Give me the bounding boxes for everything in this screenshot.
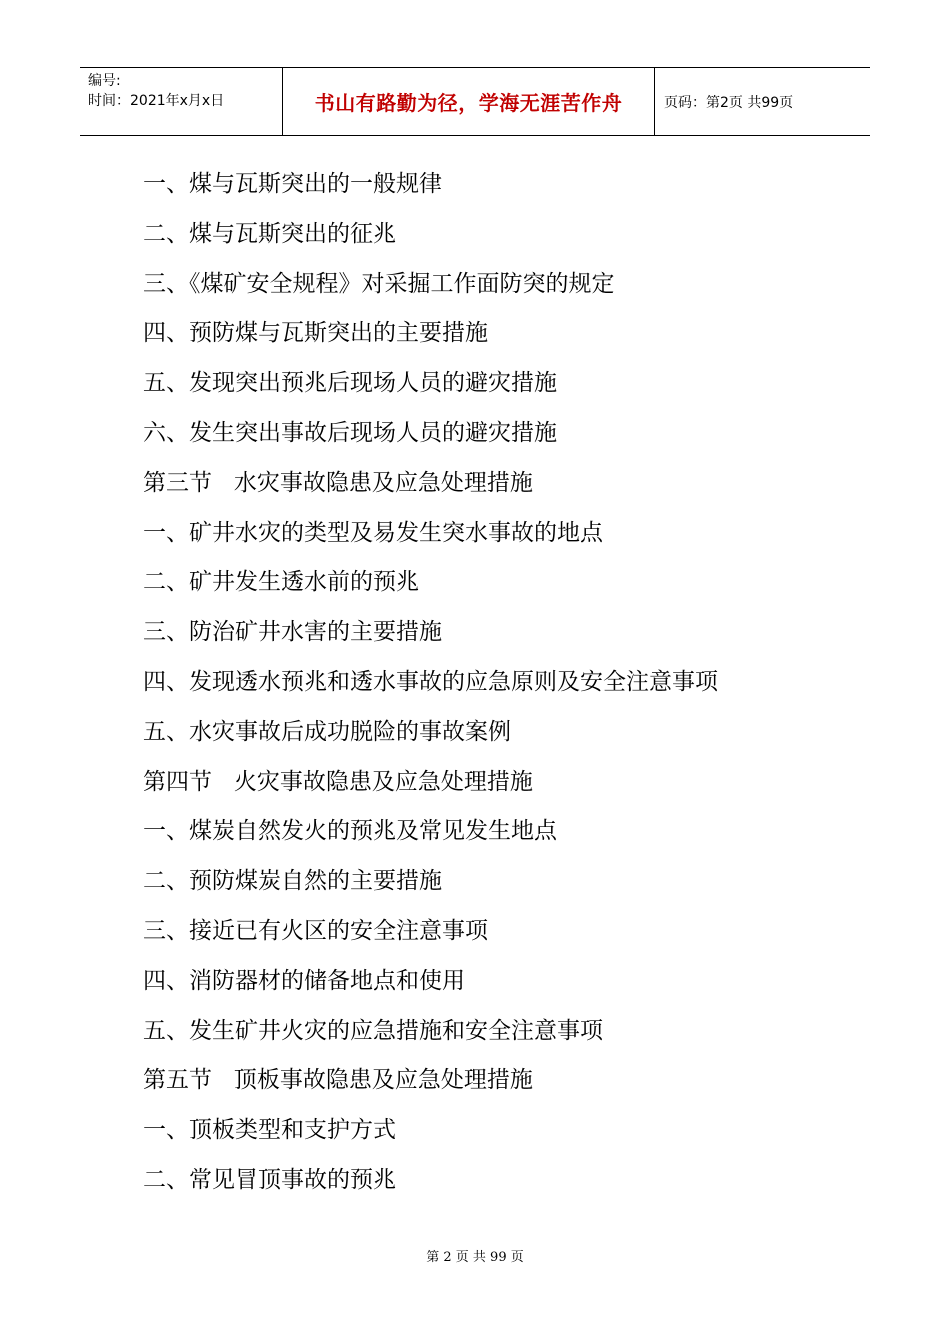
toc-entry: 三、接近已有火区的安全注意事项 xyxy=(143,917,488,944)
document-number-label: 编号: xyxy=(88,73,121,89)
toc-entry: 二、预防煤炭自然的主要措施 xyxy=(143,868,442,895)
document-time-label: 时间：2021年x月x日 xyxy=(88,93,225,109)
toc-entry: 一、矿井水灾的类型及易发生突水事故的地点 xyxy=(143,519,603,546)
toc-entry: 一、煤与瓦斯突出的一般规律 xyxy=(143,171,442,197)
toc-entry: 三、《煤矿安全规程》对采掘工作面防突的规定 xyxy=(143,270,615,297)
toc-entry: 四、预防煤与瓦斯突出的主要措施 xyxy=(143,320,488,347)
toc-entry: 四、发现透水预兆和透水事故的应急原则及安全注意事项 xyxy=(143,668,718,695)
toc-entry: 一、煤炭自然发火的预兆及常见发生地点 xyxy=(143,818,557,845)
header-meta xyxy=(80,68,283,135)
toc-entry: 五、发生矿井火灾的应急措施和安全注意事项 xyxy=(143,1017,603,1044)
toc-section-heading: 第三节 水灾事故隐患及应急处理措施 xyxy=(143,469,533,496)
header-motto-cell xyxy=(283,68,655,135)
page-footer: 第 2 页 共 99 页 xyxy=(426,1250,524,1265)
header-motto: 书山有路勤为径，学海无涯苦作舟 xyxy=(314,91,623,115)
toc-entry: 四、消防器材的储备地点和使用 xyxy=(143,967,465,994)
header-page-info-cell xyxy=(655,68,870,135)
table-of-contents xyxy=(143,160,843,1206)
toc-entry: 五、发现突出预兆后现场人员的避灾措施 xyxy=(143,370,557,397)
toc-section-heading: 第五节 顶板事故隐患及应急处理措施 xyxy=(143,1067,533,1094)
toc-entry: 二、煤与瓦斯突出的征兆 xyxy=(143,220,396,247)
header-page-info: 页码：第2页 共99页 xyxy=(664,94,794,111)
toc-entry: 一、顶板类型和支护方式 xyxy=(143,1117,396,1144)
toc-entry: 三、防治矿井水害的主要措施 xyxy=(143,619,442,646)
toc-entry: 六、发生突出事故后现场人员的避灾措施 xyxy=(143,419,557,446)
toc-section-heading: 第四节 火灾事故隐患及应急处理措施 xyxy=(143,768,533,795)
toc-entry: 五、水灾事故后成功脱险的事故案例 xyxy=(143,718,511,745)
toc-entry: 二、常见冒顶事故的预兆 xyxy=(143,1166,396,1193)
toc-entry: 二、矿井发生透水前的预兆 xyxy=(143,569,419,596)
page-header xyxy=(80,67,870,136)
